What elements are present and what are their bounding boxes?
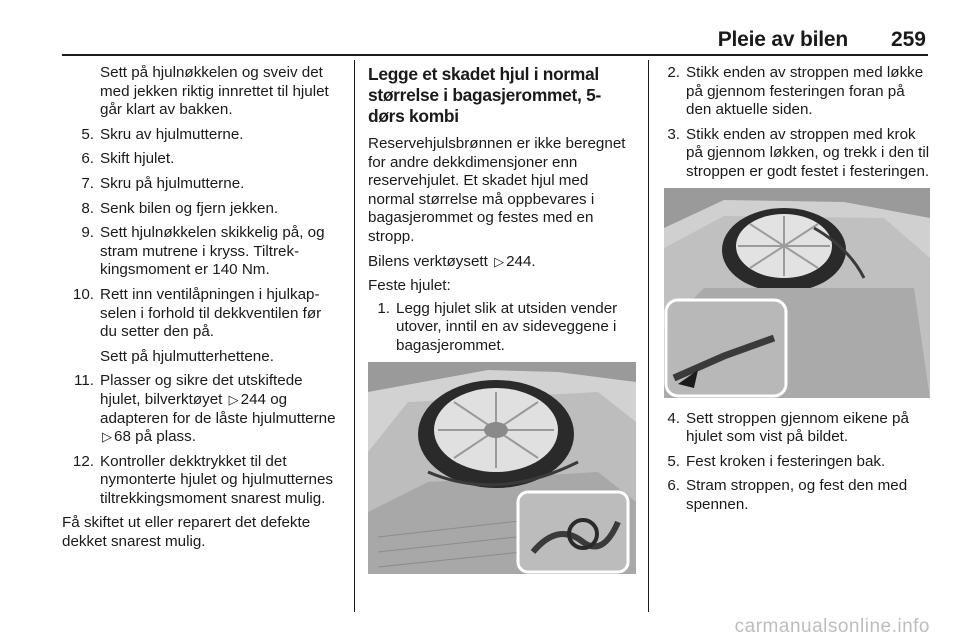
step-text-part: på plass. xyxy=(135,428,196,446)
step-number: 8. xyxy=(81,199,94,217)
step-list xyxy=(368,300,636,356)
column-divider xyxy=(354,60,355,612)
step-item xyxy=(62,126,342,145)
step-number: 4. xyxy=(667,409,680,427)
step-item xyxy=(62,150,342,169)
step-item xyxy=(664,477,930,514)
step-item xyxy=(664,453,930,472)
step-list xyxy=(62,126,342,342)
step-number: 5. xyxy=(81,125,94,143)
page-ref: 244. xyxy=(506,252,536,270)
intro-paragraph: Reservehjulsbrønnen er ikke beregnet for andre dekkdimensjoner enn reservehjulet. Et skadet hjul med normal størrelse må oppbevares i bagasjerommet og festes med en stropp. xyxy=(368,135,626,245)
header-rule xyxy=(62,54,928,56)
strap-fastening-illustration-svg xyxy=(664,188,930,398)
step-number: 5. xyxy=(667,452,680,470)
step-text: Stram stroppen, og fest den med spennen. xyxy=(686,477,908,513)
step-text: Kontroller dekktrykket til det nymonterte hjulet og hjulmutternes tiltrekkingsmoment snarest mulig. xyxy=(100,452,334,507)
step-text: Legg hjulet slik at utsiden vender utover, inntil en av sideveggene i bagasjerommet. xyxy=(396,299,618,354)
column-2 xyxy=(368,64,636,574)
step-item xyxy=(62,453,342,509)
step-number: 6. xyxy=(81,150,94,168)
page-ref-arrow-icon: ▷ xyxy=(102,429,112,445)
step-item xyxy=(62,286,342,342)
page-header xyxy=(62,26,928,56)
column-3 xyxy=(664,64,930,521)
toolkit-reference xyxy=(368,253,636,272)
step-text: Skru på hjulmutterne. xyxy=(100,174,245,192)
step-number: 9. xyxy=(81,224,94,242)
strap-fastening-illustration xyxy=(664,188,930,398)
trunk-wheel-illustration xyxy=(368,362,636,574)
page-ref: 68 xyxy=(114,428,131,446)
page-ref-arrow-icon: ▷ xyxy=(228,391,239,407)
step-item xyxy=(664,64,930,120)
step-text: Stikk enden av stroppen med krok på gjennom løkken, og trekk i den til stroppen er godt festet i festeringen. xyxy=(686,125,930,180)
column-divider xyxy=(648,60,649,612)
step-text: Skru av hjulmutterne. xyxy=(100,125,244,143)
step-text-part: Plasser og sikre det utskiftede hjulet, bilverktøyet xyxy=(100,372,303,408)
step-item xyxy=(664,410,930,447)
column-1 xyxy=(62,64,342,558)
step-text: Skift hjulet. xyxy=(100,150,175,168)
toolkit-text: Bilens verktøysett xyxy=(368,252,488,270)
step-number: 6. xyxy=(667,477,680,495)
step-number: 2. xyxy=(667,64,680,81)
step-list xyxy=(664,64,930,182)
step-item xyxy=(368,300,636,356)
step-item xyxy=(62,175,342,194)
page-number: 259 xyxy=(890,28,926,51)
step-list xyxy=(664,410,930,515)
step-continuation: Sett på hjulnøkkelen og sveiv det med jekken riktig innrettet til hjulet går klart av bakken. xyxy=(100,64,329,119)
step-text: Fest kroken i festeringen bak. xyxy=(686,452,886,470)
step-text: Senk bilen og fjern jekken. xyxy=(100,199,279,217)
step-number: 1. xyxy=(377,299,390,317)
feste-label: Feste hjulet: xyxy=(368,277,451,295)
step-item xyxy=(62,224,342,280)
step-item xyxy=(62,372,342,446)
step-number: 11. xyxy=(74,372,94,390)
step-number: 3. xyxy=(667,125,680,143)
trunk-wheel-illustration-svg xyxy=(368,362,636,574)
step-number: 7. xyxy=(81,174,94,192)
step-text: Sett stroppen gjennom eikene på hjulet som vist på bildet. xyxy=(686,409,909,446)
page-ref: 244 xyxy=(240,390,266,408)
step-text-part: og adapteren for de låste hjulmutterne xyxy=(100,390,336,427)
step-item xyxy=(664,126,930,182)
step-continuation: Sett på hjulmutterhettene. xyxy=(100,347,274,365)
step-number: 10. xyxy=(72,285,94,303)
page-ref-arrow-icon: ▷ xyxy=(494,253,505,269)
section-heading: Legge et skadet hjul i normal størrelse i bagasjerommet, 5-dørs kombi xyxy=(368,64,601,126)
step-text: Stikk enden av stroppen med løkke på gjennom festeringen foran på den aktuelle siden. xyxy=(686,64,924,119)
closing-paragraph: Få skiftet ut eller reparert det defekte dekket snarest mulig. xyxy=(62,514,311,551)
watermark: carmanualsonline.info xyxy=(734,616,930,637)
step-item xyxy=(62,200,342,219)
section-title: Pleie av bilen xyxy=(717,28,848,51)
step-text xyxy=(100,372,342,446)
step-text: Sett hjulnøkkelen skikkelig på, og stram mutrene i kryss. Tiltrekkingsmoment er 140 Nm. xyxy=(100,224,325,279)
step-text: Rett inn ventilåpningen i hjulkapselen i forhold til dekkventilen før du setter den på. xyxy=(100,285,322,341)
step-number: 12. xyxy=(72,452,94,470)
